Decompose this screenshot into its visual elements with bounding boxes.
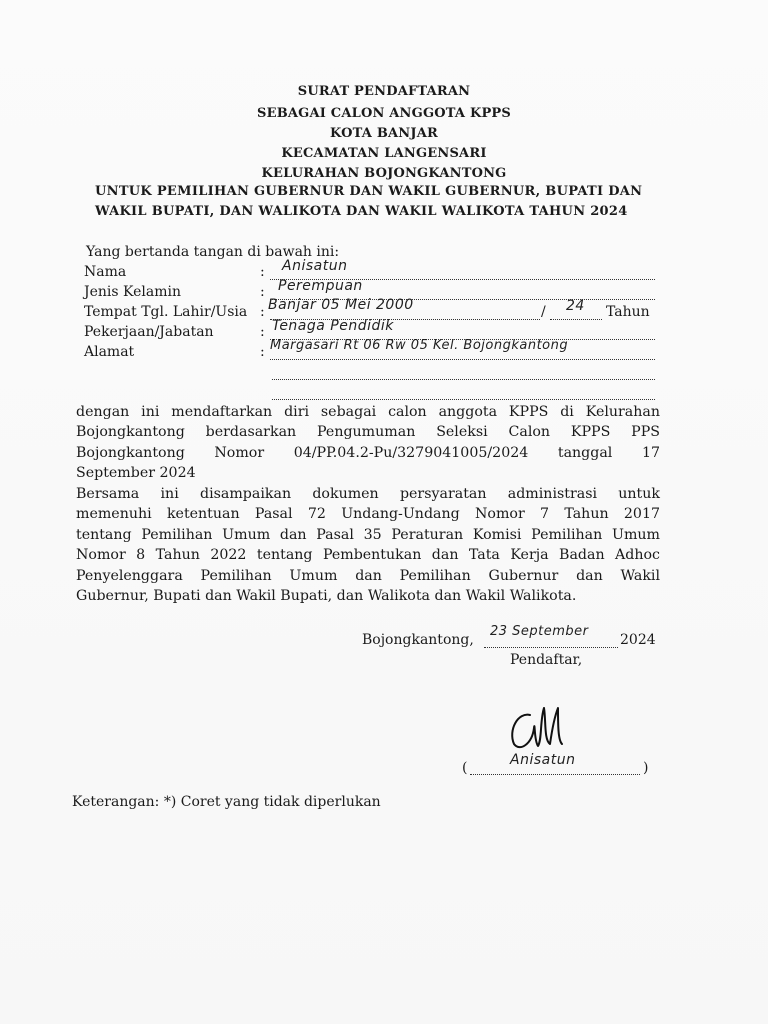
signer-bracket-close: ) (643, 760, 649, 776)
paragraph-line: Bojongkantong berdasarkan Pengumuman Seleksi Calon KPPS PPS (76, 424, 660, 441)
colon: : (260, 284, 265, 300)
field-value-usia: 24 (566, 298, 585, 314)
paragraph-line: Nomor 8 Tahun 2022 tentang Pembentukan dan Tata Kerja Badan Adhoc (76, 547, 660, 564)
field-value-pekerjaan: Tenaga Pendidik (272, 318, 394, 334)
doc-title-line-6: UNTUK PEMILIHAN GUBERNUR DAN WAKIL GUBERNUR, BUPATI DAN (95, 184, 643, 199)
label-tempat-tgl-lahir: Tempat Tgl. Lahir/Usia (84, 304, 248, 320)
label-tahun: Tahun (606, 304, 650, 320)
dotted-line (272, 379, 655, 380)
paragraph-line: dengan ini mendaftarkan diri sebagai calon anggota KPPS di Kelurahan (76, 404, 660, 420)
pendaftar-label: Pendaftar, (510, 652, 583, 668)
paragraph-line: memenuhi ketentuan Pasal 72 Undang-Undang Nomor 7 Tahun 2017 (76, 506, 660, 523)
dotted-line (550, 319, 602, 320)
slash: / (541, 304, 546, 320)
label-nama: Nama (84, 264, 127, 280)
field-value-alamat: Margasari Rt 06 Rw 05 Kel. Bojongkantong (270, 338, 569, 353)
field-value-tempat-tgl-lahir: Banjar 05 Mei 2000 (268, 297, 414, 313)
place-label: Bojongkantong, (362, 632, 474, 648)
field-value-nama: Anisatun (282, 258, 348, 274)
dotted-line (270, 359, 655, 360)
label-alamat: Alamat (84, 344, 135, 360)
dotted-line (484, 647, 618, 648)
label-jenis-kelamin: Jenis Kelamin (84, 284, 181, 300)
signer-name: Anisatun (510, 752, 576, 768)
paragraph-line: Penyelenggara Pemilihan Umum dan Pemilihan Gubernur dan Wakil (76, 567, 660, 584)
date-handwritten: 23 September (490, 624, 589, 639)
paragraph-line: Gubernur, Bupati dan Wakil Bupati, dan Walikota dan Wakil Walikota. (76, 588, 577, 605)
doc-title-line-2: SEBAGAI CALON ANGGOTA KPPS (257, 106, 511, 121)
body-paragraph-2 (76, 484, 660, 606)
doc-title-line-4: KECAMATAN LANGENSARI (281, 146, 487, 161)
colon: : (260, 264, 265, 280)
paragraph-line: tentang Pemilihan Umum dan Pasal 35 Peraturan Komisi Pemilihan Umum (76, 526, 660, 543)
year: 2024 (620, 632, 656, 648)
doc-title-line-3: KOTA BANJAR (329, 126, 439, 141)
colon: : (260, 324, 265, 340)
field-value-jenis-kelamin: Perempuan (278, 278, 363, 294)
body-paragraph-1 (76, 402, 660, 484)
doc-title-line-5: KELURAHAN BOJONGKANTONG (261, 166, 507, 181)
footnote: Keterangan: *) Coret yang tidak diperlukan (72, 794, 381, 810)
paragraph-line: Bojongkantong Nomor 04/PP.04.2-Pu/3279041005/2024 tanggal 17 (76, 444, 660, 461)
intro-text: Yang bertanda tangan di bawah ini: (86, 244, 340, 260)
dotted-line (272, 399, 655, 400)
doc-title-line-1: SURAT PENDAFTARAN (297, 84, 471, 99)
paragraph-line: September 2024 (76, 465, 196, 482)
signer-bracket-open: ( (462, 760, 468, 776)
signature-mark (500, 700, 580, 755)
colon: : (260, 304, 265, 320)
dotted-line (470, 774, 640, 775)
doc-title-line-7: WAKIL BUPATI, DAN WALIKOTA DAN WAKIL WALIKOTA TAHUN 2024 (95, 204, 628, 219)
paragraph-line: Bersama ini disampaikan dokumen persyaratan administrasi untuk (76, 486, 660, 502)
colon: : (260, 344, 265, 360)
label-pekerjaan: Pekerjaan/Jabatan (84, 324, 214, 340)
